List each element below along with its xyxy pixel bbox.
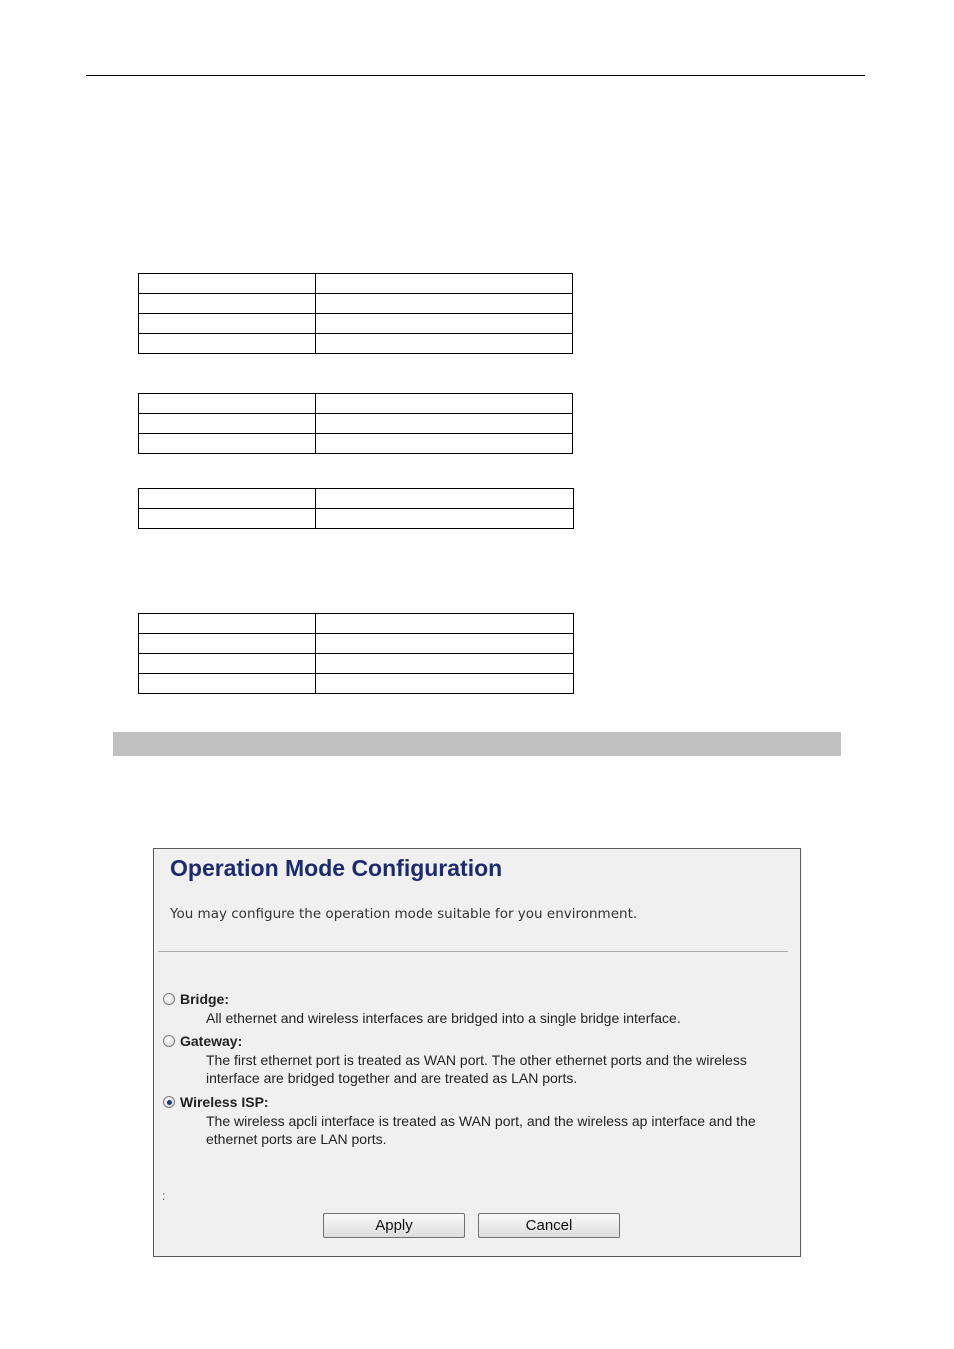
table-1 [138,273,573,354]
wireless-isp-description: The wireless apcli interface is treated as WAN port, and the wireless ap interface and the ethernet ports are LAN ports. [206,1113,756,1147]
cancel-button[interactable]: Cancel [478,1213,620,1238]
divider [158,951,788,952]
table-row [139,634,574,654]
table-row [139,314,573,334]
table-row [139,509,574,529]
table-row [139,394,573,414]
table-2 [138,393,573,454]
bridge-label[interactable]: Bridge: [180,991,229,1007]
table-row [139,434,573,454]
page-header-rule [86,75,865,76]
mode-option-wireless-isp [163,1093,793,1148]
table-row [139,674,574,694]
gateway-label[interactable]: Gateway: [180,1033,243,1049]
gateway-radio[interactable] [163,1035,175,1047]
table-row [139,614,574,634]
bridge-description: All ethernet and wireless interfaces are bridged into a single bridge interface. [206,1010,681,1026]
table-4 [138,613,574,694]
section-header-bar [113,732,841,756]
wireless-isp-label[interactable]: Wireless ISP: [180,1094,269,1110]
wireless-isp-radio[interactable] [163,1096,175,1108]
table-row [139,274,573,294]
mode-option-bridge [163,990,793,1027]
gateway-description: The first ethernet port is treated as WAN port. The other ethernet ports and the wireless interface are bridged together and are treated as LAN ports. [206,1052,747,1086]
panel-description: You may configure the operation mode suitable for you environment. [170,906,638,922]
table-row [139,414,573,434]
mode-option-gateway [163,1032,793,1087]
table-row [139,294,573,314]
page-title: Operation Mode Configuration [170,855,503,881]
stray-mark: : [162,1189,166,1203]
apply-button[interactable]: Apply [323,1213,465,1238]
table-row [139,489,574,509]
table-row [139,334,573,354]
table-3 [138,488,574,529]
table-row [139,654,574,674]
bridge-radio[interactable] [163,993,175,1005]
operation-mode-panel [153,848,801,1257]
